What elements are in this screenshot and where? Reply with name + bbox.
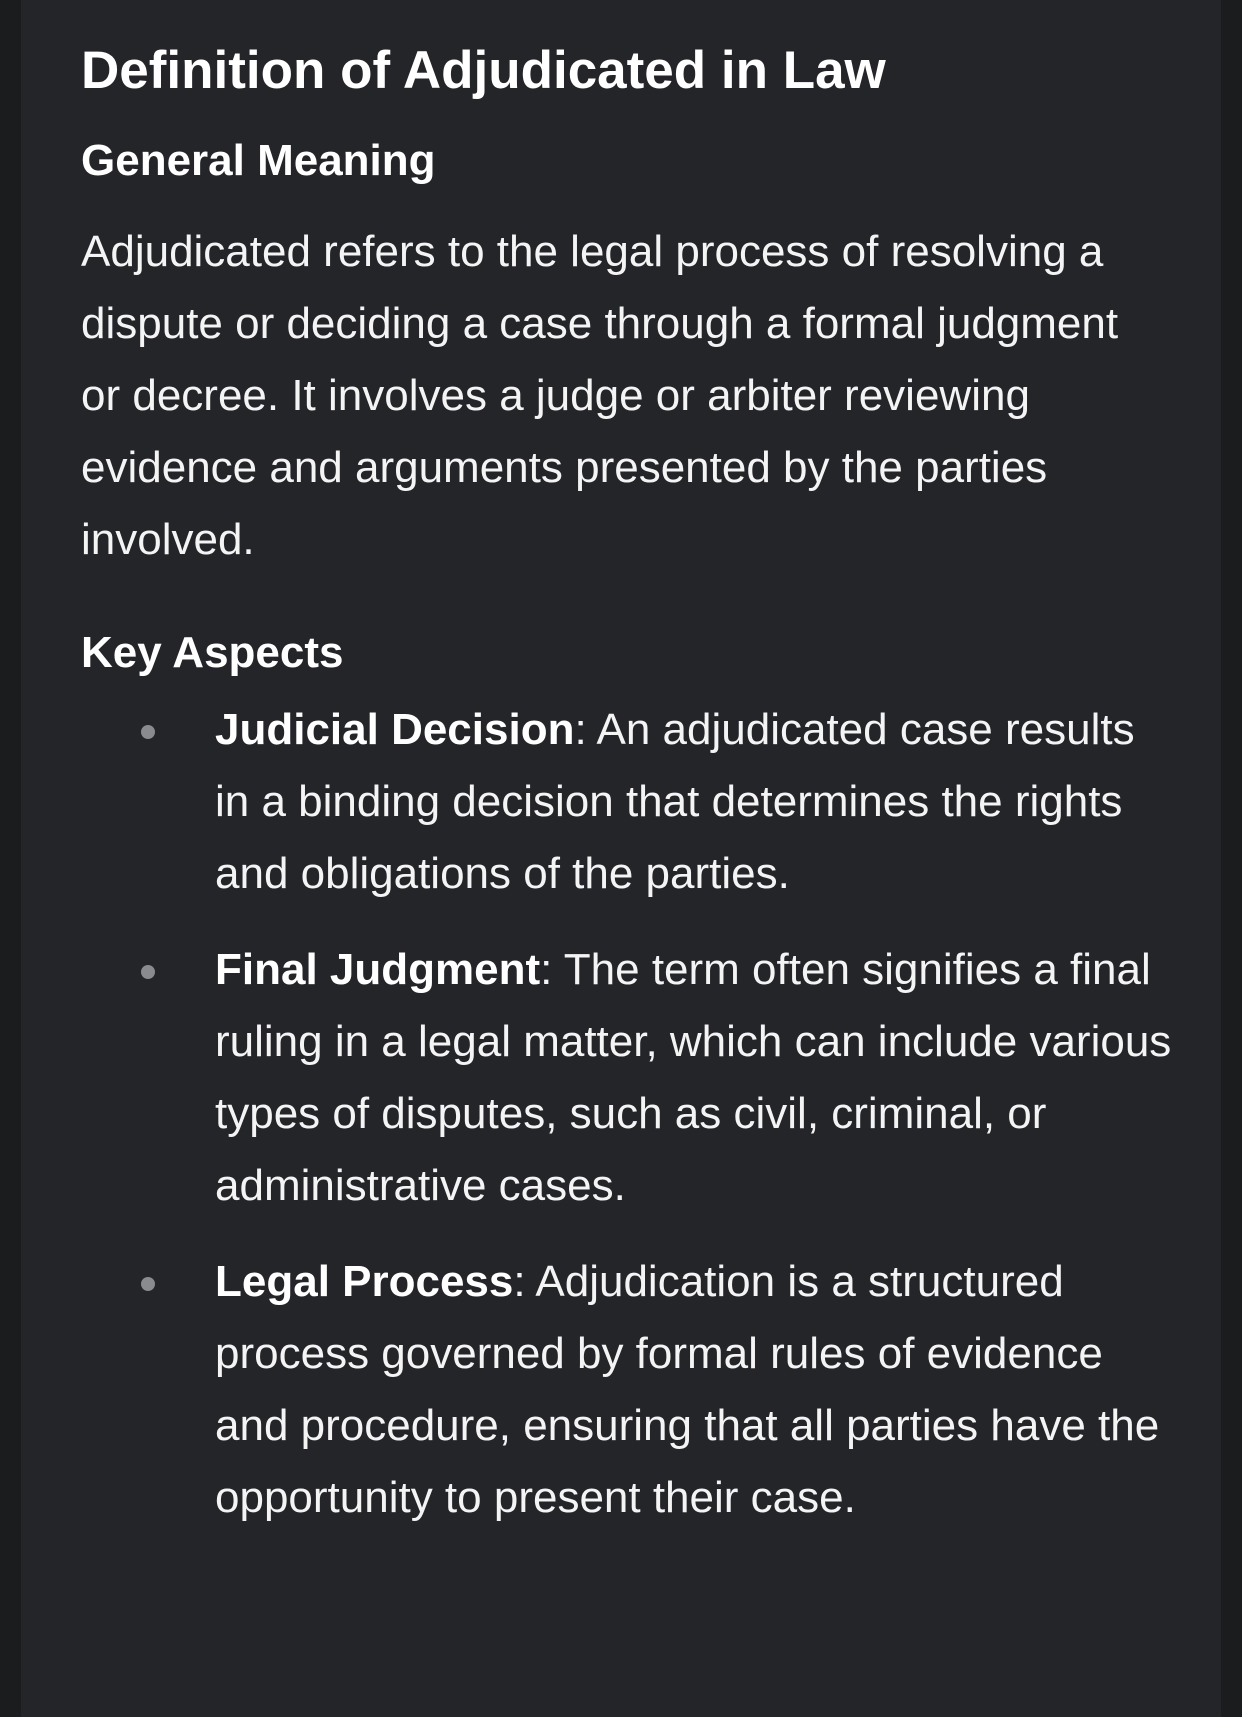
section-heading-key-aspects: Key Aspects	[81, 628, 344, 677]
list-item-term: Legal Process	[215, 1257, 514, 1306]
bullet-icon	[141, 1277, 155, 1291]
bullet-icon	[141, 965, 155, 979]
page-title: Definition of Adjudicated in Law	[81, 41, 886, 100]
list-item	[81, 694, 1181, 910]
list-item	[81, 1246, 1181, 1534]
general-meaning-paragraph: Adjudicated refers to the legal process of resolving a dispute or deciding a case through a formal judgment or decree. It involves a judge or arbiter reviewing evidence and arguments presented by the parties involved.	[81, 227, 1119, 564]
list-item	[81, 934, 1181, 1222]
content-panel	[21, 0, 1221, 1717]
section-heading-general-meaning: General Meaning	[81, 136, 436, 185]
key-aspects-list	[81, 694, 1181, 1558]
list-item-term: Final Judgment	[215, 945, 541, 994]
bullet-icon	[141, 725, 155, 739]
list-item-text: : An adjudicated case results in a binding decision that determines the rights and obligations of the parties.	[215, 705, 1135, 898]
list-item-text: : Adjudication is a structured process governed by formal rules of evidence and procedure, ensuring that all parties have the opportunity to present their case.	[215, 1257, 1160, 1522]
list-item-text: : The term often signifies a final ruling in a legal matter, which can include various types of disputes, such as civil, criminal, or administrative cases.	[215, 945, 1172, 1210]
list-item-term: Judicial Decision	[215, 705, 575, 754]
